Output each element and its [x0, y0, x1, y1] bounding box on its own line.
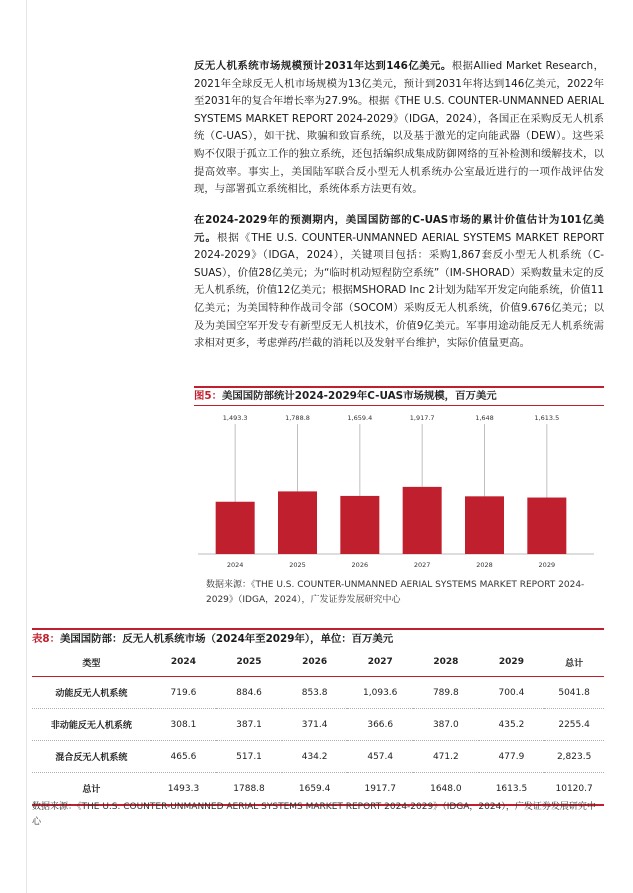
paragraph-market-size [194, 58, 604, 199]
table-cell: 1493.3 [151, 773, 217, 806]
table-header-row [32, 648, 604, 677]
x-tick-label: 2026 [351, 561, 369, 569]
table-cell: 2,823.5 [544, 741, 604, 773]
bar-2028 [465, 496, 504, 554]
table-cell: 700.4 [479, 677, 545, 709]
table-title [32, 628, 604, 648]
figure-title [194, 386, 604, 406]
x-tick-label: 2028 [476, 561, 493, 569]
header-total: 总计 [544, 648, 604, 677]
table-cell: 477.9 [479, 741, 545, 773]
table-cell: 1,093.6 [347, 677, 413, 709]
table-cell: 465.6 [151, 741, 217, 773]
header-2027: 2027 [347, 648, 413, 677]
data-label: 1,648 [475, 414, 494, 422]
table-cell: 5041.8 [544, 677, 604, 709]
table-cell: 1788.8 [216, 773, 282, 806]
paragraph-dod-forecast [194, 212, 604, 353]
data-label: 1,917.7 [409, 414, 435, 422]
row-label: 混合反无人机系统 [32, 741, 151, 773]
data-label: 1,493.3 [222, 414, 248, 422]
table-cell: 387.0 [413, 709, 479, 741]
x-tick-label: 2027 [413, 561, 431, 569]
row-label: 非动能反无人机系统 [32, 709, 151, 741]
header-2029: 2029 [479, 648, 545, 677]
bar-2026 [340, 496, 379, 554]
table-source: 数据来源：《THE U.S. COUNTER-UNMANNED AERIAL SYSTEMS MARKET REPORT 2024-2029》（IDGA，2024），广发证券发展研究中心 [32, 802, 596, 827]
table-cell: 435.2 [479, 709, 545, 741]
table-row [32, 677, 604, 709]
paragraph-lead: 反无人机系统市场规模预计2031年达到146亿美元。 [194, 60, 452, 72]
table-cell: 308.1 [151, 709, 217, 741]
header-2024: 2024 [151, 648, 217, 677]
table-label: 表8： [32, 633, 61, 645]
bar-2025 [278, 491, 317, 554]
data-label: 1,613.5 [534, 414, 560, 422]
table-cell: 2255.4 [544, 709, 604, 741]
x-tick-label: 2024 [226, 561, 244, 569]
data-label: 1,788.8 [285, 414, 310, 422]
table-cell: 1917.7 [347, 773, 413, 806]
figure-label: 图5： [194, 390, 223, 402]
header-type: 类型 [32, 648, 151, 677]
table-cell: 517.1 [216, 741, 282, 773]
data-label: 1,659.4 [347, 414, 373, 422]
table-cell: 719.6 [151, 677, 217, 709]
paragraph-body: 根据《THE U.S. COUNTER-UNMANNED AERIAL SYSTEMS MARKET REPORT 2024-2029》（IDGA，2024），关键项目包括：采购1,867套反小型无人机系统（C-SUAS），价值28亿美元；为“临时机动短程防空系统”（IM-SHORAD）采购数量未定的反无人机系统，价值12亿美元；根据MSHORAD Inc 2计划为陆军开发定向能系统，价值11亿美元；为美国特种作战司令部（SOCOM）采购反无人机系统，价值9.676亿美元；以及为美国空军开发专有新型反无人机技术，价值9亿美元。军事用途动能反无人机系统需求相对更多，考虑弹药/拦截的消耗以及发射平台维护，实际价值量更高。 [194, 231, 604, 350]
row-label: 动能反无人机系统 [32, 677, 151, 709]
page-margin-rule [26, 0, 27, 893]
bar-2029 [527, 498, 566, 554]
table-cell: 884.6 [216, 677, 282, 709]
header-2026: 2026 [282, 648, 348, 677]
table-cell: 1613.5 [479, 773, 545, 806]
cuas-market-table [32, 648, 604, 806]
table-cell: 853.8 [282, 677, 348, 709]
bar-2024 [216, 502, 255, 554]
table-cell: 434.2 [282, 741, 348, 773]
table-cell: 366.6 [347, 709, 413, 741]
table-row [32, 709, 604, 741]
figure-title-text: 美国国防部统计2024-2029年C-UAS市场规模，百万美元 [222, 390, 497, 402]
table-cell: 387.1 [216, 709, 282, 741]
x-tick-label: 2029 [538, 561, 556, 569]
table-row [32, 741, 604, 773]
table-cell: 471.2 [413, 741, 479, 773]
bar-2027 [403, 487, 442, 554]
paragraph-body: 根据Allied Market Research，2021年全球反无人机市场规模为13亿美元，预计到2031年将达到146亿美元，2022年至2031年的复合年增长率为27.9%。根据《THE U.S. COUNTER-UNMANNED AERIAL SYSTEMS MARKET REPORT 2024-2029》（IDGA，2024），各国正在采购反无人机系统（C-UAS），如干扰、欺骗和致盲系统，以及基于激光的定向能武器（DEW）。这些采购不仅限于孤立工作的独立系统，还包括编织成集成防御网络的互补检测和缓解技术，以提高效率。事实上，美国陆军联合反小型无人机系统办公室最近进行的一项作战评估发现，与部署孤立系统相比，系统体系方法更有效。 [194, 60, 604, 196]
x-tick-label: 2025 [289, 561, 306, 569]
cuas-bar-chart [194, 406, 604, 576]
paragraph-lead: 在2024-2029年的预测期内，美国国防部的C-UAS市场的累计价值估计为101亿美元。 [194, 214, 604, 244]
header-2028: 2028 [413, 648, 479, 677]
table-cell: 457.4 [347, 741, 413, 773]
table-cell: 371.4 [282, 709, 348, 741]
table-cell: 1648.0 [413, 773, 479, 806]
table-cell: 10120.7 [544, 773, 604, 806]
header-2025: 2025 [216, 648, 282, 677]
table-title-text: 美国国防部：反无人机系统市场（2024年至2029年），单位：百万美元 [60, 633, 394, 645]
table-cell: 789.8 [413, 677, 479, 709]
table-cell: 1659.4 [282, 773, 348, 806]
row-label: 总计 [32, 773, 151, 806]
figure-source: 数据来源：《THE U.S. COUNTER-UNMANNED AERIAL SYSTEMS MARKET REPORT 2024-2029》（IDGA，2024），广发证券发展研究中心 [206, 580, 585, 605]
